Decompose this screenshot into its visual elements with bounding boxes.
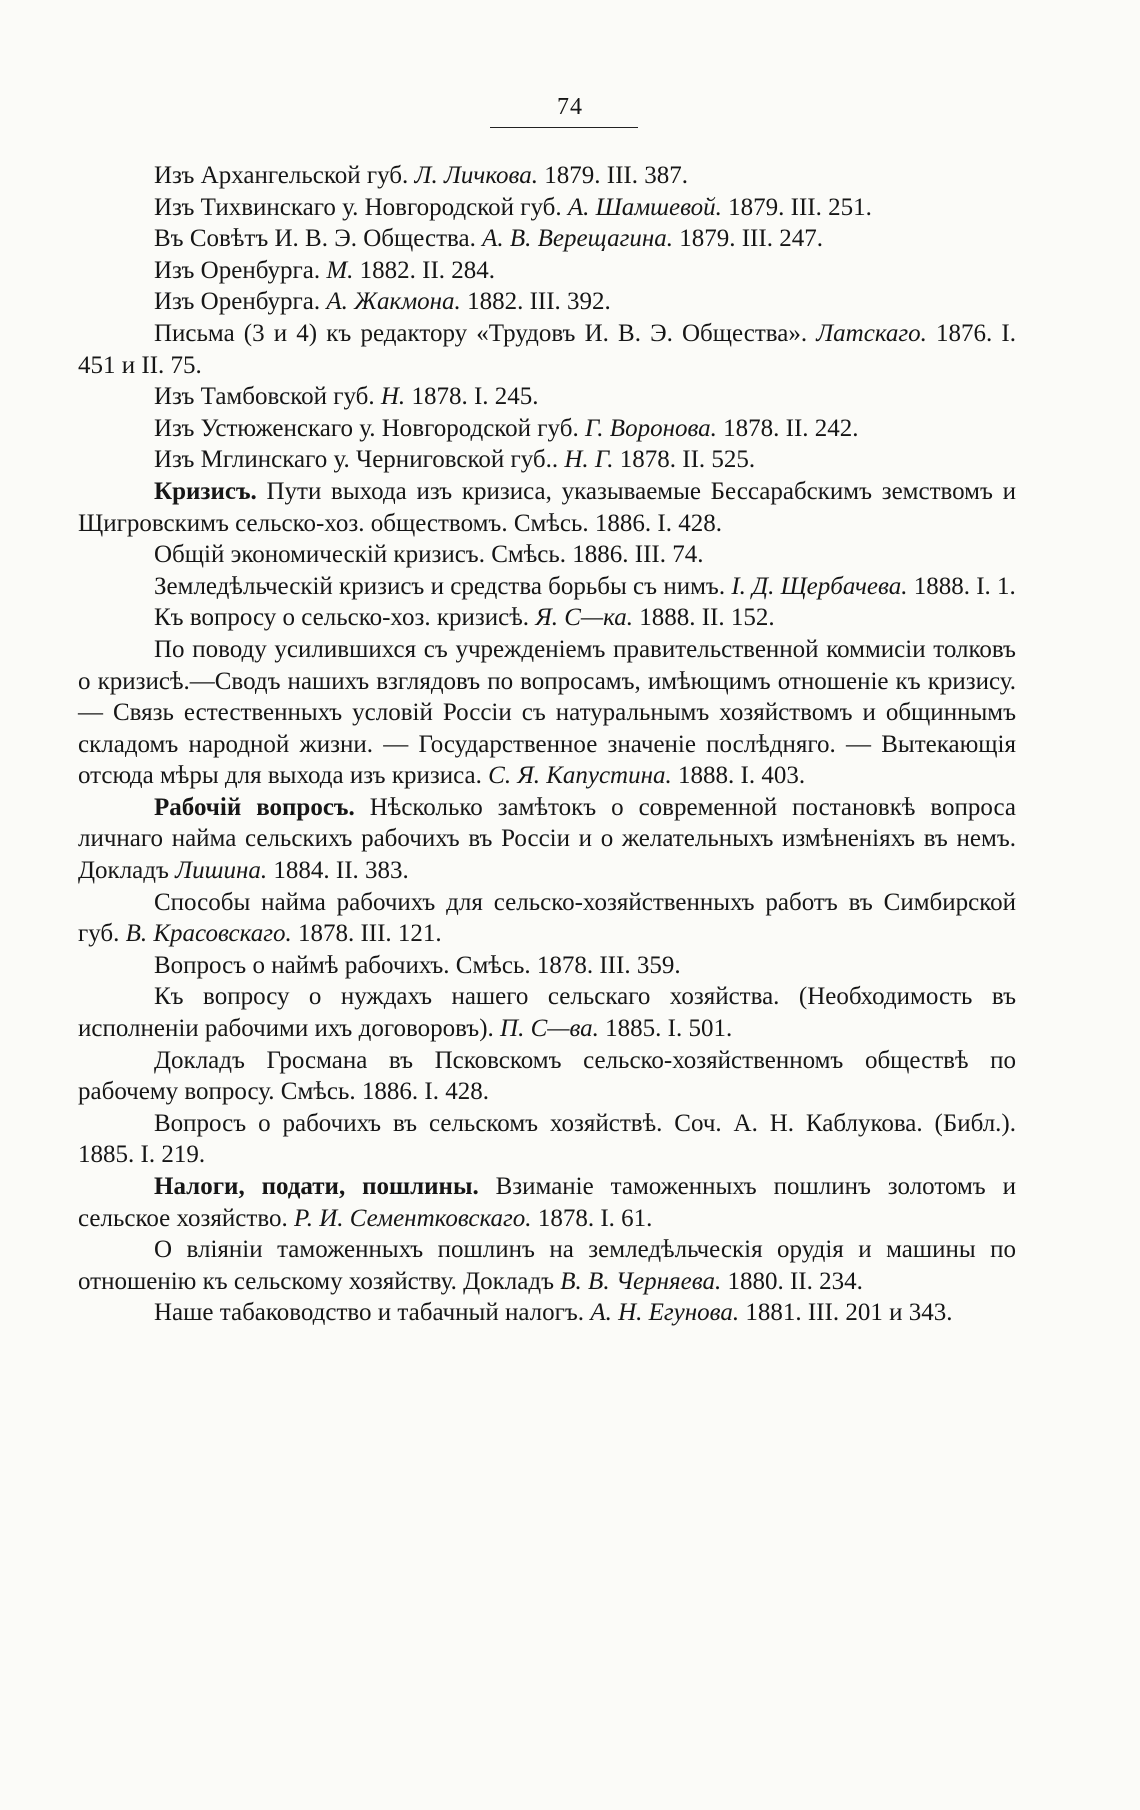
bibliography-entry xyxy=(78,413,1016,445)
bibliography-entry xyxy=(78,539,1016,571)
entry-text: Вопросъ о рабочихъ въ сельскомъ хозяйствѣ. Соч. А. Н. Каблукова. (Библ.). 1885. I. 219. xyxy=(78,1109,1016,1169)
entry-text: Изъ Устюженскаго у. Новгородской губ. xyxy=(154,414,585,442)
entry-text: Изъ Архангельской губ. xyxy=(154,162,415,189)
section-heading: Кризисъ. xyxy=(154,477,257,505)
entry-text: 1878. I. 61. xyxy=(531,1204,653,1232)
entry-text: 1878. I. 245. xyxy=(405,383,539,411)
entry-text: Общій экономическій кризисъ. Смѣсь. 1886. III. 74. xyxy=(154,541,704,569)
entry-text: 1879. III. 251. xyxy=(721,193,872,221)
entry-text: 1882. II. 284. xyxy=(353,256,496,284)
bibliography-entry xyxy=(78,1171,1016,1234)
entry-text: Изъ Мглинскаго у. Черниговской губ.. xyxy=(154,446,565,474)
entry-text: Изъ Тихвинскаго у. Новгородской губ. xyxy=(154,193,568,221)
entry-text: Изъ Оренбурга. xyxy=(154,288,327,316)
entry-text: Изъ Тамбовской губ. xyxy=(154,383,381,411)
entry-text: Способы найма рабочихъ для сельско-хозяйственныхъ работъ въ Симбирской губ. xyxy=(78,888,1016,948)
entry-text: 1878. II. 242. xyxy=(716,414,859,442)
author-name: А. Жакмона. xyxy=(326,288,461,316)
entry-text: Взиманіе таможенныхъ пошлинъ золотомъ и сельское хозяйство. xyxy=(78,1173,1016,1232)
entry-text: Къ вопросу о сельско-хоз. кризисѣ. xyxy=(154,604,536,632)
bibliography-entry xyxy=(78,1108,1016,1171)
author-name: В. Красовскаго. xyxy=(125,920,292,948)
bibliography-entry xyxy=(78,286,1016,318)
bibliography-entry xyxy=(78,444,1016,476)
author-name: Р. И. Сементковскаго. xyxy=(293,1204,532,1232)
entry-text: Наше табаководство и табачный налогъ. xyxy=(154,1299,591,1327)
entry-text: Къ вопросу о нуждахъ нашего сельскаго хозяйства. (Необходимость въ исполненіи рабочими ихъ договоровъ). xyxy=(78,983,1016,1043)
bibliography-entry xyxy=(78,981,1016,1044)
bibliography-entry xyxy=(78,223,1016,255)
bibliography-entry xyxy=(78,887,1016,950)
bibliography-entry xyxy=(78,1234,1016,1297)
author-name: В. В. Черняева. xyxy=(560,1267,722,1295)
author-name: Латскаго. xyxy=(816,319,927,347)
bibliography-entry xyxy=(78,634,1016,792)
author-name: П. С—ва. xyxy=(500,1015,599,1043)
entry-text: 1884. II. 383. xyxy=(267,857,409,885)
entry-text: 1888. I. 1. xyxy=(907,572,1016,600)
entry-text: 1876. I. 451 и II. 75. xyxy=(78,319,1016,379)
section-heading: Рабочій вопросъ. xyxy=(154,793,355,821)
author-name: А. Шамшевой. xyxy=(567,193,722,221)
header-rule xyxy=(490,127,638,128)
author-name: Г. Воронова. xyxy=(584,414,717,442)
entry-text: 1878. III. 121. xyxy=(291,920,442,948)
author-name: С. Я. Капустина. xyxy=(488,762,672,790)
author-name: Н. Г. xyxy=(564,446,614,474)
author-name: А. В. Верещагина. xyxy=(482,225,673,253)
entry-text: 1885. I. 501. xyxy=(598,1015,733,1043)
entry-text: 1879. III. 247. xyxy=(672,225,823,253)
section-heading: Налоги, подати, пошлины. xyxy=(154,1173,479,1200)
entry-text: Вопросъ о наймѣ рабочихъ. Смѣсь. 1878. III. 359. xyxy=(154,951,681,979)
entry-text: Нѣсколько замѣтокъ о современной постановкѣ вопроса личнаго найма сельскихъ рабочихъ въ Россіи и о желательныхъ измѣненіяхъ въ немъ. Докладъ xyxy=(78,793,1016,885)
bibliography-entry xyxy=(78,255,1016,287)
author-name: Н. xyxy=(380,383,406,411)
entry-text: Письма (3 и 4) къ редактору «Трудовъ И. В. Э. Общества». xyxy=(154,319,817,347)
author-name: I. Д. Щербачева. xyxy=(731,572,908,600)
bibliography-entry xyxy=(78,571,1016,603)
bibliography-entry xyxy=(78,476,1016,539)
bibliography-entry xyxy=(78,160,1016,192)
author-name: Л. Личкова. xyxy=(414,162,538,189)
bibliography-entry xyxy=(78,1045,1016,1108)
entry-text: 1882. III. 392. xyxy=(460,288,611,316)
bibliography-entry xyxy=(78,1297,1016,1329)
entry-text: Пути выхода изъ кризиса, указываемые Бессарабскимъ земствомъ и Щигровскимъ сельско-хоз. обществомъ. Смѣсь. 1886. I. 428. xyxy=(78,477,1016,537)
author-name: М. xyxy=(326,256,354,284)
entry-text: 1880. II. 234. xyxy=(721,1267,863,1295)
text-body xyxy=(78,160,1016,1329)
author-name: Лишина. xyxy=(175,857,268,885)
entry-text: 1888. I. 403. xyxy=(671,762,806,790)
bibliography-entry xyxy=(78,381,1016,413)
page-number: 74 xyxy=(557,94,583,120)
entry-text: Земледѣльческій кризисъ и средства борьбы съ нимъ. xyxy=(154,572,732,600)
author-name: Я. С—ка. xyxy=(535,604,633,632)
entry-text: 1888. II. 152. xyxy=(632,604,775,632)
entry-text: По поводу усилившихся съ учрежденіемъ правительственной коммисіи толковъ о кризисѣ.—Сводъ нашихъ взглядовъ по вопросамъ, имѣющимъ отношеніе къ кризису. — Связь естественныхъ условій Россіи съ натуральнымъ хозяйствомъ и общиннымъ складомъ народной жизни. — Государственное значеніе послѣдняго. — Вытекающія отсюда мѣры для выхода изъ кризиса. xyxy=(78,635,1016,790)
bibliography-entry xyxy=(78,318,1016,381)
bibliography-entry xyxy=(78,602,1016,634)
entry-text: Въ Совѣтъ И. В. Э. Общества. xyxy=(154,225,483,253)
bibliography-entry xyxy=(78,192,1016,224)
entry-text: 1879. III. 387. xyxy=(538,162,688,189)
author-name: А. Н. Егунова. xyxy=(590,1299,740,1327)
entry-text: О вліяніи таможенныхъ пошлинъ на земледѣльческія орудія и машины по отношенію къ сельскому хозяйству. Докладъ xyxy=(78,1236,1016,1295)
bibliography-entry xyxy=(78,792,1016,887)
entry-text: 1878. II. 525. xyxy=(613,446,756,474)
entry-text: Докладъ Гросмана въ Псковскомъ сельско-хозяйственномъ обществѣ по рабочему вопросу. Смѣсь. 1886. I. 428. xyxy=(78,1046,1016,1106)
entry-text: 1881. III. 201 и 343. xyxy=(739,1299,953,1327)
entry-text: Изъ Оренбурга. xyxy=(154,256,327,284)
bibliography-entry xyxy=(78,950,1016,982)
